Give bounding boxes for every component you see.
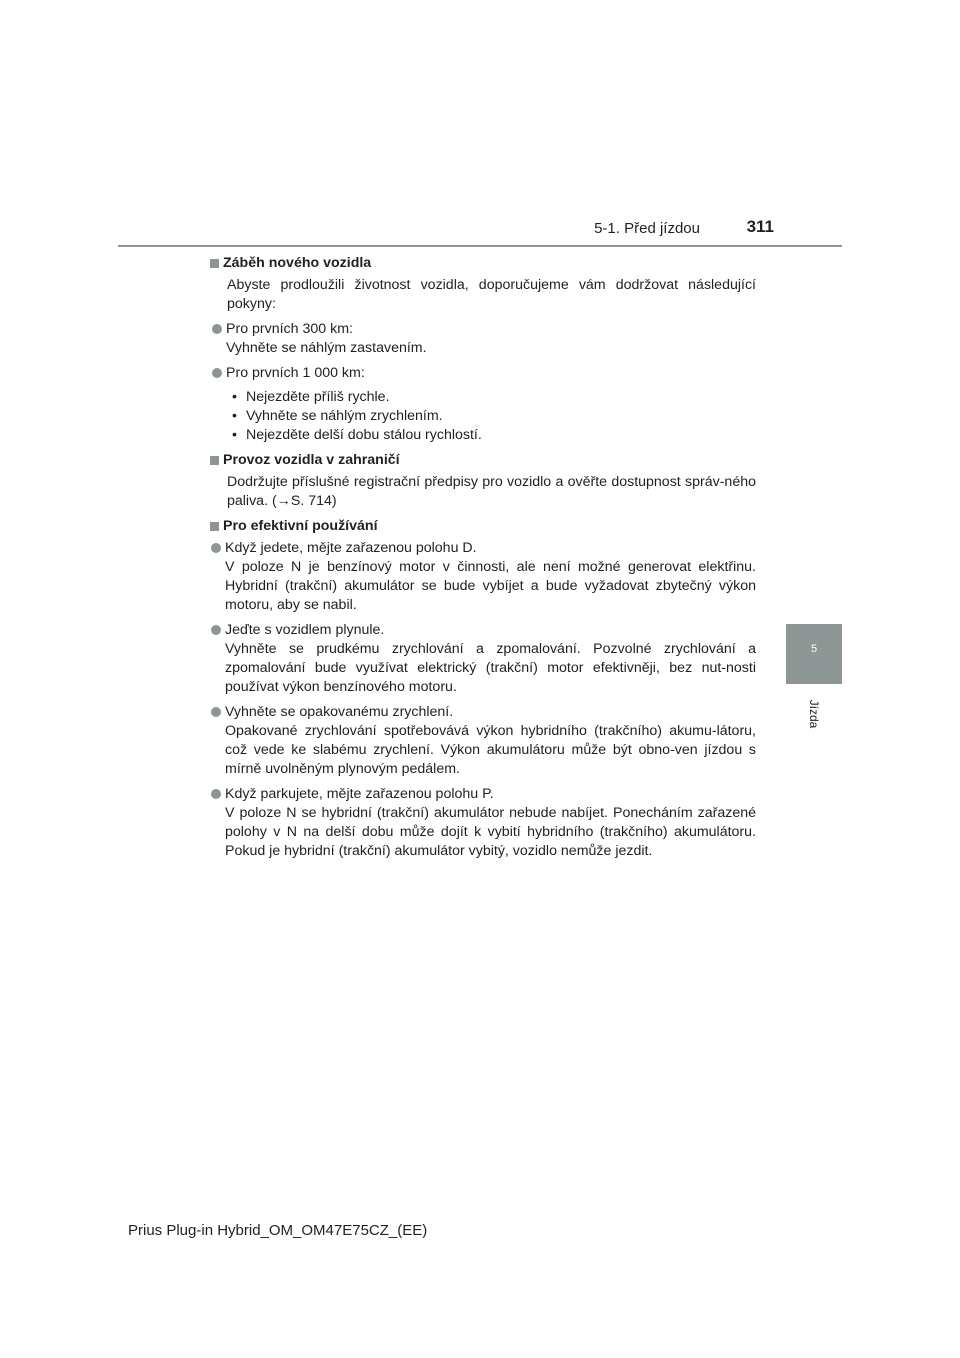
- list-item: [227, 621, 756, 697]
- section-title: [210, 517, 756, 536]
- list-item: [227, 785, 756, 861]
- sub-list-item: [232, 388, 756, 407]
- item-line: Pro prvních 300 km:: [226, 321, 353, 337]
- item-line: Když jedete, mějte zařazenou polohu D.: [225, 540, 477, 556]
- item-line: Vyhněte se prudkému zrychlování a zpomalování. Pozvolné zrychlování a zpomalování bude využívat elektrický (trakční) motor efektivněji, bez nut-nosti používat výkon benzínového motoru.: [225, 641, 756, 695]
- section-title: [210, 451, 756, 470]
- circle-bullet-icon: [211, 625, 221, 635]
- section-title-text: Záběh nového vozidla: [223, 255, 372, 271]
- item-line: Vyhněte se náhlým zastavením.: [226, 340, 427, 356]
- list-item: [210, 364, 756, 383]
- item-line: Vyhněte se opakovanému zrychlení.: [225, 704, 454, 720]
- footer-document-id: Prius Plug-in Hybrid_OM_OM47E75CZ_(EE): [128, 1222, 428, 1239]
- sub-item-text: Nejezděte příliš rychle.: [246, 389, 390, 405]
- sub-item-text: Nejezděte delší dobu stálou rychlostí.: [246, 427, 482, 443]
- section-intro: Abyste prodloužili životnost vozidla, doporučujeme vám dodržovat následující pokyny:: [227, 277, 756, 312]
- chapter-tab: [786, 624, 842, 684]
- item-line: Pro prvních 1 000 km:: [226, 365, 365, 381]
- chapter-title: Jízda: [807, 699, 821, 729]
- section-title-text: Provoz vozidla v zahraničí: [223, 452, 400, 468]
- sub-list: [232, 388, 756, 445]
- list-item: [227, 703, 756, 779]
- sub-item-text: Vyhněte se náhlým zrychlením.: [246, 408, 443, 424]
- item-line: Opakované zrychlování spotřebovává výkon hybridního (trakčního) akumu-látoru, což vede ke slabému zrychlení. Výkon akumulátoru může být obno-ven jízdou s mírně uvolněným plynovým pedálem.: [225, 723, 756, 777]
- section-abroad: [210, 451, 756, 511]
- square-bullet-icon: [210, 456, 219, 465]
- section-intro: Dodržujte příslušné registrační předpisy pro vozidlo a ověřte dostupnost správ-ného paliva. (→S. 714): [227, 474, 756, 509]
- section-efficient-use: [210, 517, 756, 861]
- header-divider: [118, 245, 842, 247]
- dot-bullet-icon: •: [232, 408, 237, 424]
- sub-list-item: [232, 426, 756, 445]
- list-item: [210, 320, 756, 358]
- item-line: Jeďte s vozidlem plynule.: [225, 622, 385, 638]
- circle-bullet-icon: [212, 324, 222, 334]
- square-bullet-icon: [210, 522, 219, 531]
- circle-bullet-icon: [212, 368, 222, 378]
- page-number: 311: [746, 217, 774, 236]
- item-line: V poloze N je benzínový motor v činnosti, ale není možné generovat elektřinu. Hybridní (trakční) akumulátor se bude vybíjet a bude vyžadovat zbytečný výkon motoru, aby se nabil.: [225, 559, 756, 613]
- square-bullet-icon: [210, 259, 219, 268]
- chapter-title-container: [786, 690, 842, 738]
- main-content: [210, 254, 756, 867]
- circle-bullet-icon: [211, 789, 221, 799]
- section-title-text: Pro efektivní používání: [223, 518, 378, 534]
- section-break-in: [210, 254, 756, 445]
- circle-bullet-icon: [211, 707, 221, 717]
- dot-bullet-icon: •: [232, 389, 237, 405]
- chapter-number: 5: [810, 643, 818, 655]
- circle-bullet-icon: [211, 543, 221, 553]
- sub-list-item: [232, 407, 756, 426]
- item-line: Když parkujete, mějte zařazenou polohu P.: [225, 786, 494, 802]
- section-title: [210, 254, 756, 273]
- list-item: [227, 539, 756, 615]
- header-section-title: 5-1. Před jízdou: [594, 220, 700, 237]
- dot-bullet-icon: •: [232, 427, 237, 443]
- item-line: V poloze N se hybridní (trakční) akumulátor nebude nabíjet. Ponecháním zařazené polohy v N na delší dobu může dojít k vybití hybridního (trakčního) akumulátoru. Pokud je hybridní (trakční) akumulátor vybitý, vozidlo nemůže jezdit.: [225, 805, 756, 859]
